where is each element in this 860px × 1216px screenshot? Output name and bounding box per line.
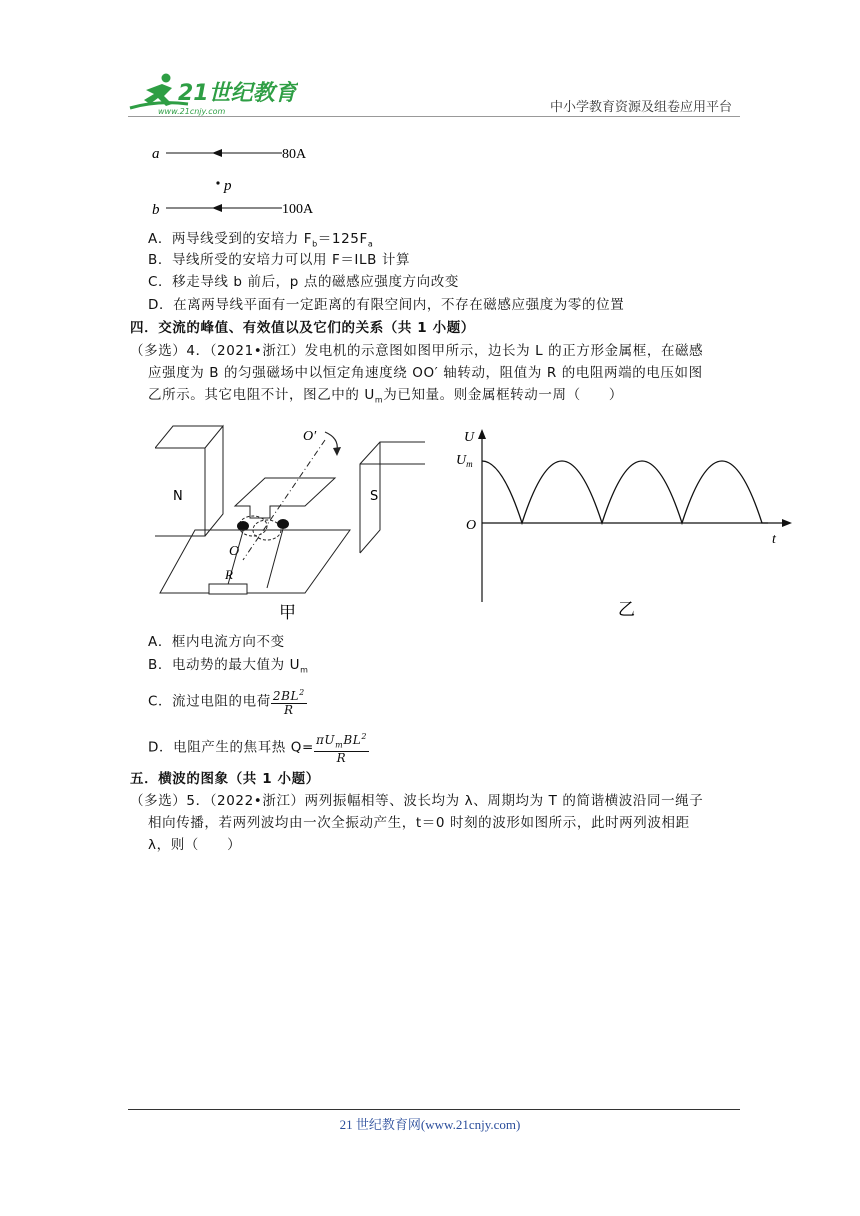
q3-option-b: B．导线所受的安培力可以用 F＝ILB 计算: [148, 252, 411, 268]
rectified-sine-curve: [482, 461, 768, 523]
logo-text: 21世纪教育: [178, 81, 297, 106]
q4-stem-line2: 应强度为 B 的匀强磁场中以恒定角速度绕 OO′ 轴转动，阻值为 R 的电阻两端的电压如图: [148, 365, 703, 381]
wire-b-label: b: [152, 202, 160, 218]
wire-a-label: a: [152, 146, 160, 162]
q5-stem-line2: 相向传播，若两列波均由一次全振动产生，t＝0 时刻的波形如图所示，此时两列波相距: [148, 815, 690, 831]
q3-option-d: D．在离两导线平面有一定距离的有限空间内，不存在磁感应强度为零的位置: [148, 297, 625, 313]
q4-option-a: A．框内电流方向不变: [148, 634, 285, 650]
u-axis-label: U: [464, 430, 475, 445]
header-divider: [128, 116, 740, 117]
page-footer: 21 世纪教育网(www.21cnjy.com): [339, 1117, 521, 1132]
parallel-wires-figure: [150, 140, 340, 222]
figure-yi-caption: 乙: [618, 600, 635, 620]
logo-url: www.21cnjy.com: [158, 107, 226, 116]
q4-option-c: C．流过电阻的电荷 $\frac{2BL^2}{R}$: [148, 688, 305, 717]
q4-stem-line1: （多选）4．（2021•浙江）发电机的示意图如图甲所示，边长为 L 的正方形金属框，在磁感: [130, 343, 704, 359]
platform-title: 中小学教育资源及组卷应用平台: [549, 100, 732, 115]
page-header: [128, 60, 740, 120]
q3-option-a: A．两导线受到的安培力 $F_b=125F_a$: [148, 231, 374, 249]
charge-fraction: $\frac{2BL^2}{R}$: [272, 688, 305, 717]
arrow-left-icon: [212, 149, 222, 157]
footer-divider: [128, 1109, 740, 1110]
axis-o-prime-label: O′: [303, 429, 317, 444]
magnet-n-label: N: [173, 489, 183, 504]
point-p-label: p: [224, 178, 232, 194]
section-5-title: 五．横波的图象（共 1 小题）: [130, 771, 320, 787]
magnet-n: [155, 426, 223, 536]
q5-stem-line3: λ，则（ ）: [148, 837, 242, 853]
heat-fraction: $\frac{\pi U_mBL^2}{R}$: [315, 732, 368, 766]
generator-figure: [155, 418, 425, 623]
current-b-label: 100A: [282, 202, 314, 217]
resistor: [209, 584, 247, 594]
arrow-right-icon: [782, 519, 792, 527]
magnet-s-label: S: [370, 489, 379, 504]
q4-option-b: B．电动势的最大值为 $U_m$: [148, 657, 309, 675]
rotation-arrow-icon: [325, 432, 337, 450]
current-a-label: 80A: [282, 147, 307, 162]
um-label: $U_m$: [456, 453, 473, 469]
origin-label: O: [466, 518, 477, 533]
brush-right: [277, 519, 289, 529]
figure-jia-caption: 甲: [279, 603, 296, 623]
q4-option-d: D．电阻产生的焦耳热 Q= $\frac{\pi U_mBL^2}{R}$: [148, 732, 368, 766]
arrow-up-icon: [478, 429, 486, 439]
q4-stem-line3: 乙所示。其它电阻不计，图乙中的 $U_m$为已知量。则金属框转动一周（ ）: [148, 387, 623, 405]
arrow-left-icon: [212, 204, 222, 212]
t-axis-label: t: [772, 532, 776, 547]
voltage-graph: [448, 425, 798, 623]
section-4-title: 四．交流的峰值、有效值以及它们的关系（共 1 小题）: [130, 320, 475, 336]
q5-stem-line1: （多选）5．（2022•浙江）两列振幅相等、波长均为 λ、周期均为 T 的简谐横波沿同一绳子: [130, 793, 704, 809]
logo: [128, 70, 298, 116]
resistor-label: R: [225, 567, 233, 582]
axis-o-label: O: [229, 544, 240, 559]
q3-option-c: C．移走导线 b 前后，p 点的磁感应强度方向改变: [148, 274, 459, 290]
